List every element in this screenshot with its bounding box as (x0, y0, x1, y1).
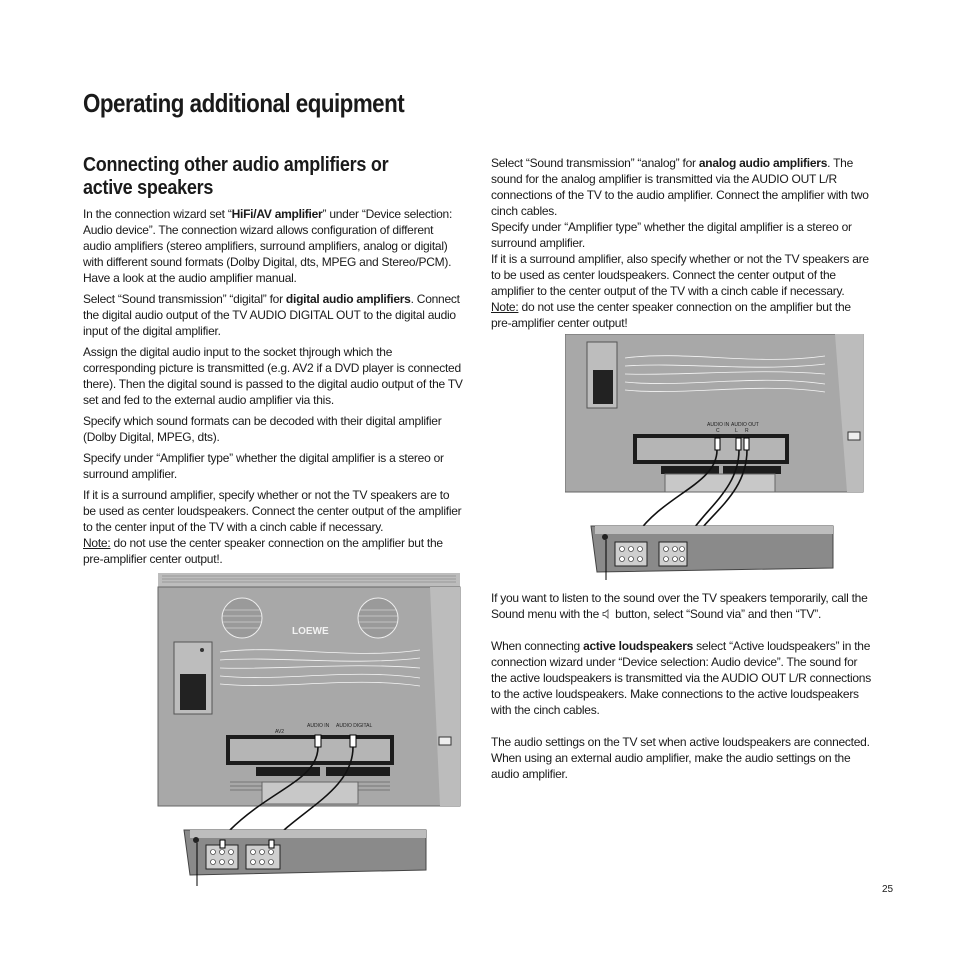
amplifier-top (190, 830, 426, 838)
card-slot (180, 674, 206, 710)
connector-plate (230, 739, 390, 761)
amp-connector-block-2 (659, 542, 687, 566)
tv-analog-amplifier-diagram (565, 334, 865, 582)
paragraph: Specify under “Amplifier type” whether the digital amplifier is a stereo or surround amplifier. (491, 220, 852, 250)
plug-left (736, 438, 741, 450)
tv-digital-amplifier-diagram (150, 570, 465, 886)
text: . Connect the digital audio output of the TV AUDIO DIGITAL OUT to the digital audio input of the digital amplifier. (83, 292, 460, 338)
bold-text: analog audio amplifiers (698, 156, 828, 170)
label-audio-out: AUDIO OUT (731, 422, 759, 428)
amplifier-top (595, 526, 833, 534)
paragraph: Specify under “Amplifier type” whether the digital amplifier is a stereo or surround amplifier. (83, 451, 444, 481)
page-title: Operating additional equipment (83, 88, 405, 118)
note-text: do not use the center speaker connection on the amplifier but the pre-amplifier center output!. (83, 536, 443, 566)
left-column (83, 206, 463, 567)
speaker-icon (602, 609, 612, 619)
section-title (83, 154, 388, 200)
text: . The sound for the analog amplifier is transmitted via the AUDIO OUT L/R connections of the TV to the audio amplifier. Connect the amplifier with two cinch cables. (491, 156, 869, 218)
paragraph (491, 155, 871, 219)
plug-center (715, 438, 720, 450)
panel-screw (200, 648, 204, 652)
bold-text: HiFi/AV amplifier (231, 207, 323, 221)
text: select “Active loudspeakers” in the connection wizard under “Device selection: Audio device”. The sound for the active loudspeakers is transmitted via the AUDIO OUT L/R connections to the active loudspeakers. Make connections to the active loudspeakers with the cinch cables. (491, 639, 871, 717)
bold-text: active loudspeakers (583, 639, 694, 653)
label-audio-in: AUDIO IN (307, 723, 330, 729)
plug-audio-digital (350, 735, 356, 747)
label-l: L (735, 428, 738, 434)
paragraph: If it is a surround amplifier, also specify whether or not the TV speakers are to be used as center loudspeakers. Connect the center output of the amplifier to the center output of the TV with a cinch cable if necessary. (491, 252, 869, 298)
text: Select “Sound transmission” “digital” for (83, 292, 286, 306)
amp-power-socket (193, 837, 199, 843)
text: ” under “Device selection: Audio device”. The connection wizard allows configuration of different audio amplifiers (stereo amplifiers, surround amplifiers, analog or digital) with different sound formats (Dolby Digital, dts, MPEG and Stereo/PCM). Have a look at the audio amplifier manual. (83, 207, 453, 285)
slot-right (326, 767, 390, 776)
mains-socket (848, 432, 860, 440)
paragraph (83, 291, 463, 339)
plug-amp-2 (269, 840, 274, 848)
label-c: C (716, 428, 720, 434)
text: When connecting (491, 639, 584, 653)
section-title-line1: Connecting other audio amplifiers or (83, 154, 389, 176)
label-r: R (745, 428, 749, 434)
plug-right (744, 438, 749, 450)
paragraph (83, 487, 463, 567)
amp-connector-block-1 (615, 542, 647, 566)
text: Select “Sound transmission” “analog” for (491, 156, 699, 170)
label-audio-in: AUDIO IN (707, 422, 730, 428)
paragraph (83, 206, 463, 286)
amp-power-socket (602, 534, 608, 540)
speaker-grille-left (222, 598, 262, 638)
note-label: Note: (491, 300, 519, 314)
tv-vent-strip (158, 573, 460, 587)
page-number: 25 (882, 884, 894, 895)
mains-socket (439, 737, 451, 745)
label-audio-digital: AUDIO DIGITAL (336, 723, 373, 729)
note-label: Note: (83, 536, 111, 550)
text: If you want to listen to the sound over the TV speakers temporarily, call the Sound menu with the (491, 591, 868, 621)
card-slot (593, 370, 613, 404)
amp-connector-block-1 (206, 845, 238, 869)
paragraph (491, 299, 871, 331)
speaker-grille-right (358, 598, 398, 638)
right-column-top (491, 155, 871, 331)
plug-amp-1 (220, 840, 225, 848)
paragraph (491, 590, 871, 622)
stand-base (665, 474, 775, 492)
text: button, select “Sound via” and then “TV”. (612, 607, 822, 621)
stand-base (262, 782, 358, 804)
bold-text: digital audio amplifiers (285, 292, 411, 306)
text: If it is a surround amplifier, specify whether or not the TV speakers are to be used as center loudspeakers. Connect the center output of the amplifier to the center input of the TV with a cinch cable if necessary. (83, 488, 462, 534)
amp-connector-block-2 (246, 845, 280, 869)
note-text: do not use the center speaker connection on the amplifier but the pre-amplifier center output! (491, 300, 851, 330)
text: In the connection wizard set “ (83, 207, 232, 221)
paragraph: The audio settings on the TV set when active loudspeakers are connected. When using an external audio amplifier, make the audio settings on the audio amplifier. (491, 735, 870, 781)
right-column-bottom (491, 590, 871, 787)
plug-audio-in (315, 735, 321, 747)
section-title-line2: active speakers (83, 177, 214, 199)
slot-right (723, 466, 781, 474)
paragraph (491, 638, 871, 718)
paragraph: Specify which sound formats can be decoded with their digital amplifier (Dolby Digital, MPEG, dts). (83, 414, 442, 444)
connector-plate (637, 438, 785, 460)
brand-logo: LOEWE (292, 626, 329, 637)
label-av2: AV2 (275, 729, 285, 735)
paragraph: Assign the digital audio input to the socket thjrough which the corresponding picture is transmitted (e.g. AV2 if a DVD player is connected there). Then the digital sound is passed to the digital audio output of the TV set and fed to the external audio amplifier via this. (83, 345, 463, 407)
